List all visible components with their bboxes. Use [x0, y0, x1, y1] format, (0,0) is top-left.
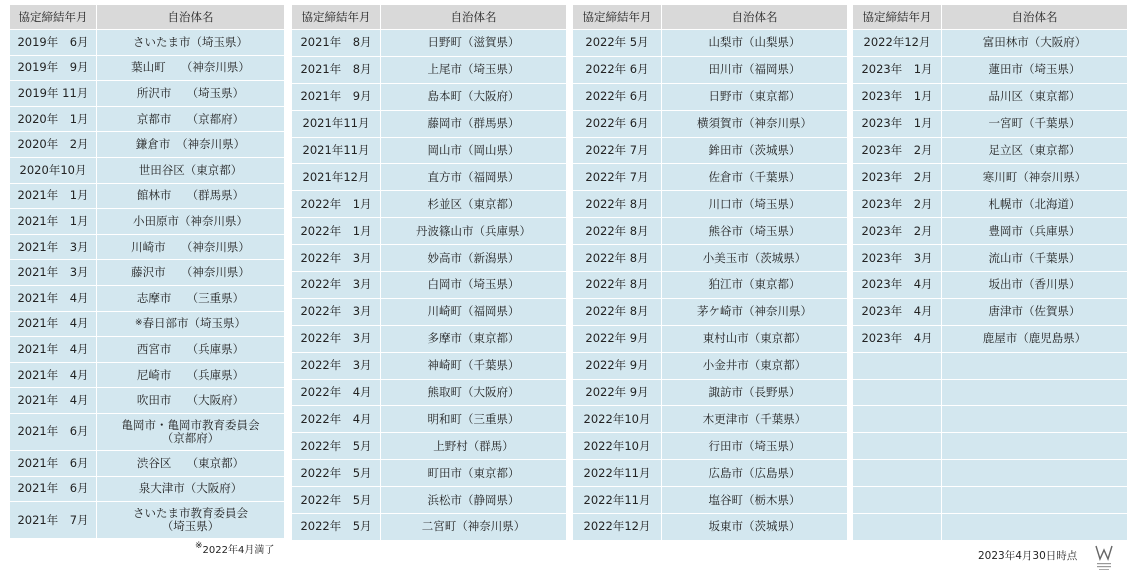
- row-date: 2021年 8月: [292, 30, 381, 57]
- row-name: 坂東市（茨城県）: [662, 514, 848, 541]
- table-row: [10, 81, 285, 107]
- row-name: 広島市（広島県）: [662, 460, 848, 487]
- table-row: [292, 487, 567, 514]
- table-row: [10, 285, 285, 311]
- empty-cell: [942, 406, 1128, 433]
- header-name: 自治体名: [662, 5, 848, 30]
- row-date: 2021年 8月: [292, 56, 381, 83]
- table-row: [292, 164, 567, 191]
- table-row: [292, 218, 567, 245]
- row-name: 坂出市（香川県）: [942, 272, 1128, 299]
- table-row: [292, 83, 567, 110]
- footnote-text: 2022年4月満了: [202, 545, 275, 556]
- row-date: 2023年 2月: [853, 218, 942, 245]
- row-date: 2023年 2月: [853, 191, 942, 218]
- table-row: [573, 30, 848, 57]
- row-name: 富田林市（大阪府）: [942, 30, 1128, 57]
- table-header-row: [292, 5, 567, 30]
- table-row: [853, 325, 1128, 352]
- table-row: [853, 191, 1128, 218]
- row-name: 鹿屋市（鹿児島県）: [942, 325, 1128, 352]
- row-name: 日野町（滋賀県）: [381, 30, 567, 57]
- table-row: [292, 298, 567, 325]
- row-name: [97, 413, 285, 450]
- row-name: 山梨市（山梨県）: [662, 30, 848, 57]
- row-date: 2023年 2月: [853, 164, 942, 191]
- row-date: 2022年11月: [573, 460, 662, 487]
- empty-row: [853, 514, 1128, 541]
- table-row: [573, 379, 848, 406]
- row-date: 2022年 8月: [573, 191, 662, 218]
- table-row: [573, 406, 848, 433]
- row-name: 諏訪市（長野県）: [662, 379, 848, 406]
- row-name: 吹田市 （大阪府）: [97, 388, 285, 414]
- row-name: 豊岡市（兵庫県）: [942, 218, 1128, 245]
- row-date: 2022年 1月: [292, 218, 381, 245]
- table-row: [292, 433, 567, 460]
- row-date: 2022年10月: [573, 433, 662, 460]
- row-name: 狛江市（東京都）: [662, 272, 848, 299]
- table-row: [10, 234, 285, 260]
- row-date: 2022年 9月: [573, 379, 662, 406]
- row-date: 2021年 1月: [10, 209, 97, 235]
- row-date: 2022年 4月: [292, 406, 381, 433]
- row-name: 小田原市（神奈川県）: [97, 209, 285, 235]
- table-row: [292, 379, 567, 406]
- row-name: 熊谷市（埼玉県）: [662, 218, 848, 245]
- row-date: 2020年 1月: [10, 106, 97, 132]
- row-date: 2021年 1月: [10, 183, 97, 209]
- table-row: [853, 137, 1128, 164]
- header-date: 協定締結年月: [573, 5, 662, 30]
- table-row: [573, 164, 848, 191]
- row-name: 島本町（大阪府）: [381, 83, 567, 110]
- empty-cell: [853, 460, 942, 487]
- table-row: [10, 388, 285, 414]
- table-row: [10, 502, 285, 539]
- table-row: [292, 56, 567, 83]
- row-name: 流山市（千葉県）: [942, 245, 1128, 272]
- row-date: 2021年12月: [292, 164, 381, 191]
- row-name-line1: 亀岡市・亀岡市教育委員会: [121, 417, 260, 432]
- row-date: 2021年 4月: [10, 337, 97, 363]
- table-row: [573, 272, 848, 299]
- row-name: 横須賀市（神奈川県）: [662, 110, 848, 137]
- empty-cell: [853, 406, 942, 433]
- row-name: 田川市（福岡県）: [662, 56, 848, 83]
- row-name: 泉大津市（大阪府）: [97, 476, 285, 502]
- row-date: 2022年 9月: [573, 325, 662, 352]
- table-row: [573, 487, 848, 514]
- row-date: 2022年 8月: [573, 218, 662, 245]
- agreements-table-4: [852, 4, 1128, 541]
- table-row: [853, 272, 1128, 299]
- table-row: [853, 245, 1128, 272]
- row-name: 浜松市（静岡県）: [381, 487, 567, 514]
- row-name: 上野村（群馬）: [381, 433, 567, 460]
- row-name: 鉾田市（茨城県）: [662, 137, 848, 164]
- row-name: 木更津市（千葉県）: [662, 406, 848, 433]
- row-name: 藤沢市 （神奈川県）: [97, 260, 285, 286]
- table-row: [10, 362, 285, 388]
- empty-row: [853, 460, 1128, 487]
- row-name: 川口市（埼玉県）: [662, 191, 848, 218]
- row-name: [97, 311, 285, 337]
- row-name: 妙高市（新潟県）: [381, 245, 567, 272]
- empty-cell: [942, 514, 1128, 541]
- row-name-line1: さいたま市教育委員会: [133, 506, 248, 521]
- row-date: 2022年 5月: [292, 433, 381, 460]
- row-name: 丹波篠山市（兵庫県）: [381, 218, 567, 245]
- table-row: [10, 157, 285, 183]
- table-row: [853, 298, 1128, 325]
- table-row: [10, 106, 285, 132]
- row-name: 行田市（埼玉県）: [662, 433, 848, 460]
- row-date: 2022年11月: [573, 487, 662, 514]
- row-date: 2022年 5月: [292, 487, 381, 514]
- row-date: 2022年 1月: [292, 191, 381, 218]
- row-date: 2022年 8月: [573, 298, 662, 325]
- row-name: 小金井市（東京都）: [662, 352, 848, 379]
- table-row: [853, 83, 1128, 110]
- row-name: 二宮町（神奈川県）: [381, 514, 567, 541]
- row-date: 2023年 1月: [853, 110, 942, 137]
- table-row: [573, 433, 848, 460]
- table-row: [10, 183, 285, 209]
- table-row: [292, 460, 567, 487]
- row-date: 2020年10月: [10, 157, 97, 183]
- row-date: 2022年 6月: [573, 83, 662, 110]
- row-date: 2023年 1月: [853, 83, 942, 110]
- row-date: 2021年 4月: [10, 362, 97, 388]
- row-name: 熊取町（大阪府）: [381, 379, 567, 406]
- table-row: [573, 56, 848, 83]
- empty-row: [853, 433, 1128, 460]
- row-date: 2021年11月: [292, 110, 381, 137]
- row-name-text: 春日部市（埼玉県）: [142, 316, 247, 331]
- header-date: 協定締結年月: [10, 5, 97, 30]
- row-name: 一宮町（千葉県）: [942, 110, 1128, 137]
- row-name: 直方市（福岡県）: [381, 164, 567, 191]
- header-name: 自治体名: [381, 5, 567, 30]
- row-date: 2023年 1月: [853, 56, 942, 83]
- table-row: [853, 110, 1128, 137]
- table-header-row: [573, 5, 848, 30]
- row-name-line2: （京都府）: [161, 430, 220, 445]
- empty-row: [853, 379, 1128, 406]
- row-name: 藤岡市（群馬県）: [381, 110, 567, 137]
- row-date: 2022年 5月: [292, 514, 381, 541]
- table-row: [573, 352, 848, 379]
- row-date: 2022年 4月: [292, 379, 381, 406]
- table-row: [292, 191, 567, 218]
- row-date: 2023年 2月: [853, 137, 942, 164]
- row-name: さいたま市（埼玉県）: [97, 30, 285, 56]
- empty-cell: [853, 352, 942, 379]
- table-row: [573, 137, 848, 164]
- row-date: 2021年 4月: [10, 311, 97, 337]
- header-name: 自治体名: [942, 5, 1128, 30]
- table-row: [573, 460, 848, 487]
- empty-cell: [853, 514, 942, 541]
- table-row: [10, 260, 285, 286]
- table-row: [573, 218, 848, 245]
- row-name: 蓮田市（埼玉県）: [942, 56, 1128, 83]
- table-row: [292, 272, 567, 299]
- row-name: 渋谷区 （東京都）: [97, 450, 285, 476]
- footnote-mark: ※: [134, 318, 143, 329]
- table-row: [853, 30, 1128, 57]
- header-name: 自治体名: [97, 5, 285, 30]
- row-name: 志摩市 （三重県）: [97, 285, 285, 311]
- as-of-date: 2023年4月30日時点: [978, 550, 1078, 562]
- row-name: 佐倉市（千葉県）: [662, 164, 848, 191]
- row-name: 岡山市（岡山県）: [381, 137, 567, 164]
- row-name: 明和町（三重県）: [381, 406, 567, 433]
- row-date: 2021年 9月: [292, 83, 381, 110]
- row-name: 葉山町 （神奈川県）: [97, 55, 285, 81]
- row-name: 京都市 （京都府）: [97, 106, 285, 132]
- empty-cell: [942, 433, 1128, 460]
- agreements-table-2: [291, 4, 567, 541]
- header-date: 協定締結年月: [292, 5, 381, 30]
- row-name: 日野市（東京都）: [662, 83, 848, 110]
- table-row: [10, 30, 285, 56]
- row-name: 所沢市 （埼玉県）: [97, 81, 285, 107]
- table-row: [573, 298, 848, 325]
- row-name-line2: （埼玉県）: [161, 519, 220, 534]
- row-date: 2021年11月: [292, 137, 381, 164]
- water-stand-logo-icon: [1094, 544, 1114, 572]
- row-name: 杉並区（東京都）: [381, 191, 567, 218]
- table-row: [292, 137, 567, 164]
- row-date: 2021年 3月: [10, 260, 97, 286]
- row-date: 2021年 6月: [10, 476, 97, 502]
- row-name: 札幌市（北海道）: [942, 191, 1128, 218]
- row-date: 2022年 3月: [292, 325, 381, 352]
- row-date: 2022年 7月: [573, 164, 662, 191]
- empty-row: [853, 487, 1128, 514]
- row-date: 2023年 3月: [853, 245, 942, 272]
- footnote-mark: ※: [195, 541, 203, 551]
- table-row: [10, 311, 285, 337]
- row-date: 2022年10月: [573, 406, 662, 433]
- row-date: 2021年 4月: [10, 285, 97, 311]
- empty-cell: [942, 460, 1128, 487]
- row-date: 2022年 7月: [573, 137, 662, 164]
- table-row: [292, 325, 567, 352]
- table-header-row: [853, 5, 1128, 30]
- row-date: 2019年 6月: [10, 30, 97, 56]
- table-row: [10, 337, 285, 363]
- table-row: [10, 476, 285, 502]
- row-name: 多摩市（東京都）: [381, 325, 567, 352]
- row-name: 町田市（東京都）: [381, 460, 567, 487]
- header-date: 協定締結年月: [853, 5, 942, 30]
- row-name: 白岡市（埼玉県）: [381, 272, 567, 299]
- table-row: [292, 352, 567, 379]
- row-date: 2020年 2月: [10, 132, 97, 158]
- row-date: 2022年 8月: [573, 272, 662, 299]
- footnote: [195, 541, 274, 556]
- table-row: [573, 245, 848, 272]
- row-date: 2022年12月: [853, 30, 942, 57]
- row-date: 2021年 6月: [10, 450, 97, 476]
- row-date: 2022年 8月: [573, 245, 662, 272]
- row-date: 2019年 11月: [10, 81, 97, 107]
- row-date: 2022年 6月: [573, 56, 662, 83]
- table-row: [573, 110, 848, 137]
- table-row: [10, 413, 285, 450]
- row-name: 品川区（東京都）: [942, 83, 1128, 110]
- row-name: 唐津市（佐賀県）: [942, 298, 1128, 325]
- row-name: 寒川町（神奈川県）: [942, 164, 1128, 191]
- empty-cell: [942, 352, 1128, 379]
- row-name: 尼崎市 （兵庫県）: [97, 362, 285, 388]
- row-name: 川崎市 （神奈川県）: [97, 234, 285, 260]
- row-date: 2022年 3月: [292, 298, 381, 325]
- row-name: 世田谷区（東京都）: [97, 157, 285, 183]
- row-date: 2022年 3月: [292, 352, 381, 379]
- row-date: 2022年 5月: [573, 30, 662, 57]
- table-row: [10, 132, 285, 158]
- row-date: 2021年 4月: [10, 388, 97, 414]
- row-name: 神崎町（千葉県）: [381, 352, 567, 379]
- row-date: 2022年 6月: [573, 110, 662, 137]
- table-row: [573, 83, 848, 110]
- row-date: 2023年 4月: [853, 272, 942, 299]
- row-name: 鎌倉市 （神奈川県）: [97, 132, 285, 158]
- row-date: 2022年 5月: [292, 460, 381, 487]
- agreements-table-1: [9, 4, 285, 539]
- empty-row: [853, 406, 1128, 433]
- row-date: 2022年 9月: [573, 352, 662, 379]
- row-date: 2021年 3月: [10, 234, 97, 260]
- row-date: 2023年 4月: [853, 325, 942, 352]
- table-row: [292, 30, 567, 57]
- empty-cell: [853, 433, 942, 460]
- row-date: 2023年 4月: [853, 298, 942, 325]
- agreements-table-3: [572, 4, 848, 541]
- empty-cell: [853, 379, 942, 406]
- empty-cell: [942, 487, 1128, 514]
- row-date: 2021年 7月: [10, 502, 97, 539]
- empty-cell: [853, 487, 942, 514]
- row-date: 2019年 9月: [10, 55, 97, 81]
- table-row: [573, 325, 848, 352]
- row-date: 2022年 3月: [292, 272, 381, 299]
- empty-cell: [942, 379, 1128, 406]
- row-name: 川崎町（福岡県）: [381, 298, 567, 325]
- row-date: 2022年12月: [573, 514, 662, 541]
- table-row: [292, 110, 567, 137]
- table-row: [573, 191, 848, 218]
- table-row: [292, 514, 567, 541]
- row-name: 西宮市 （兵庫県）: [97, 337, 285, 363]
- row-date: 2021年 6月: [10, 413, 97, 450]
- row-name: [97, 502, 285, 539]
- row-date: 2022年 3月: [292, 245, 381, 272]
- table-row: [292, 245, 567, 272]
- row-name: 館林市 （群馬県）: [97, 183, 285, 209]
- table-row: [10, 209, 285, 235]
- table-row: [853, 164, 1128, 191]
- table-row: [10, 55, 285, 81]
- table-row: [853, 218, 1128, 245]
- row-name: 茅ケ崎市（神奈川県）: [662, 298, 848, 325]
- table-header-row: [10, 5, 285, 30]
- table-row: [10, 450, 285, 476]
- table-row: [853, 56, 1128, 83]
- row-name: 足立区（東京都）: [942, 137, 1128, 164]
- row-name: 上尾市（埼玉県）: [381, 56, 567, 83]
- row-name: 小美玉市（茨城県）: [662, 245, 848, 272]
- row-name: 東村山市（東京都）: [662, 325, 848, 352]
- empty-row: [853, 352, 1128, 379]
- row-name: 塩谷町（栃木県）: [662, 487, 848, 514]
- table-row: [292, 406, 567, 433]
- table-row: [573, 514, 848, 541]
